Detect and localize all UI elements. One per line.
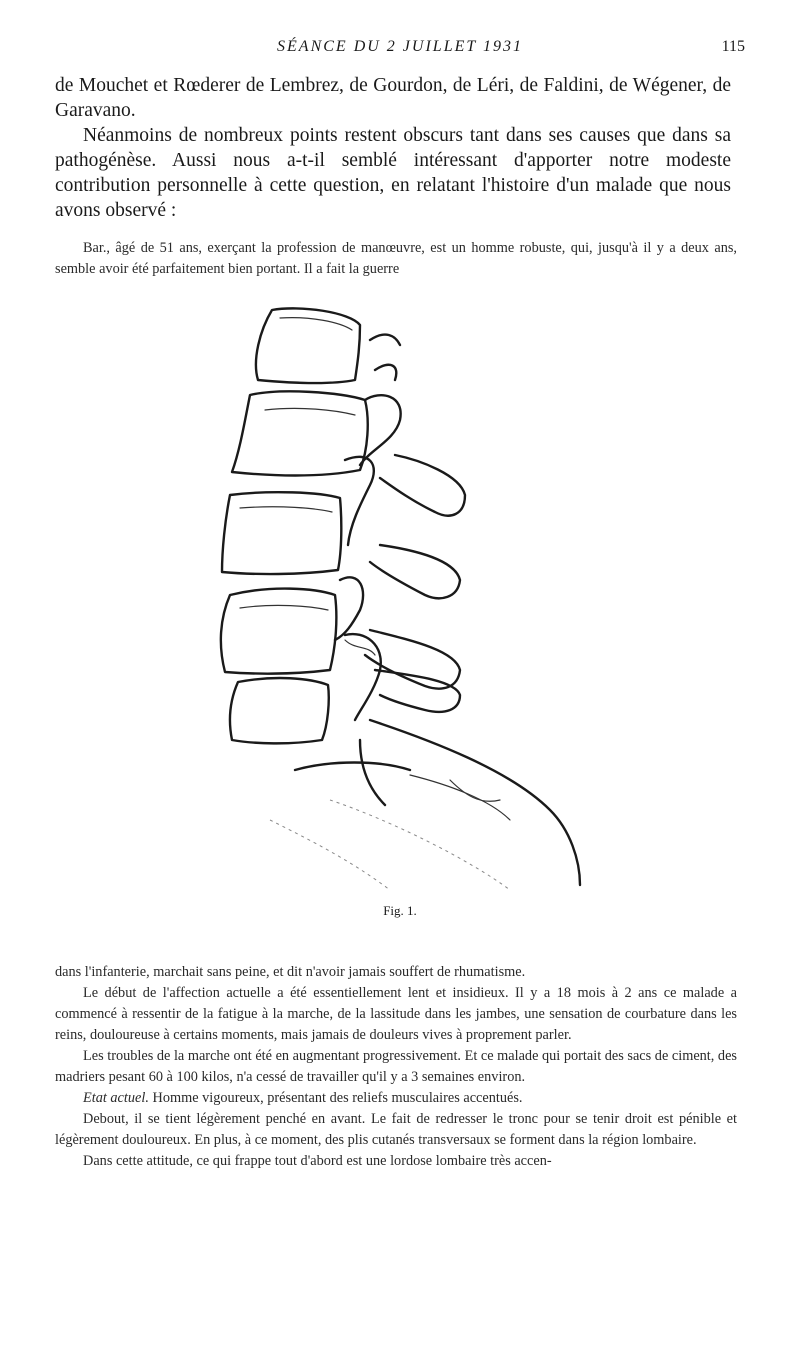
running-title: SÉANCE DU 2 JUILLET 1931 — [277, 38, 523, 55]
paragraph: Les troubles de la marche ont été en augmentant progressivement. Et ce malade qui portait des sacs de ciment, des madriers pesant 60 à 100 kilos, n'a cessé de travailler qu'il y a 3 semaines environ. — [55, 1048, 737, 1085]
lumbar-spine-drawing-icon — [210, 300, 610, 895]
paragraph: Bar., âgé de 51 ans, exerçant la profession de manœuvre, est un homme robuste, qui, jusqu'à il y a deux ans, semble avoir été parfaitement bien portant. Il a fait la guerre — [55, 240, 737, 277]
running-head — [55, 38, 745, 60]
paragraph: Debout, il se tient légèrement penché en avant. Le fait de redresser le tronc pour se tenir droit est pénible et légèrement douloureux. En plus, à ce moment, des plis cutanés transversaux se forment dans la région lombaire. — [55, 1111, 737, 1148]
figure-caption: Fig. 1. — [383, 903, 417, 918]
paragraph: Néanmoins de nombreux points restent obscurs tant dans ses causes que dans sa pathogénèse. Aussi nous a-t-il semblé intéressant d'apporter notre modeste contribution personnelle à cette question, en relatant l'histoire d'un malade que nous avons observé : — [55, 125, 731, 221]
section-text: Homme vigoureux, présentant des reliefs musculaires accentués. — [148, 1090, 523, 1106]
page-number: 115 — [721, 38, 745, 55]
figure-spine-drawing — [210, 300, 610, 895]
paragraph: dans l'infanterie, marchait sans peine, et dit n'avoir jamais souffert de rhumatisme. — [55, 964, 526, 980]
paragraph: Le début de l'affection actuelle a été essentiellement lent et insidieux. Il y a 18 mois à 2 ans ce malade a commencé à ressentir de la fatigue à la marche, de la lassitude dans les jambes, une sensation de courbature dans les reins, douloureuse à certains moments, mais jamais de douleurs vives à proprement parler. — [55, 985, 737, 1043]
section-label: Etat actuel. — [83, 1090, 149, 1106]
case-history-continued — [55, 962, 737, 1172]
case-history-start — [55, 238, 737, 280]
paragraph: Dans cette attitude, ce qui frappe tout d'abord est une lordose lombaire très accen- — [83, 1153, 552, 1169]
paragraph: de Mouchet et Rœderer de Lembrez, de Gourdon, de Léri, de Faldini, de Wégener, de Garavano. — [55, 75, 731, 121]
paragraph — [55, 1088, 737, 1109]
intro-text — [55, 73, 731, 223]
